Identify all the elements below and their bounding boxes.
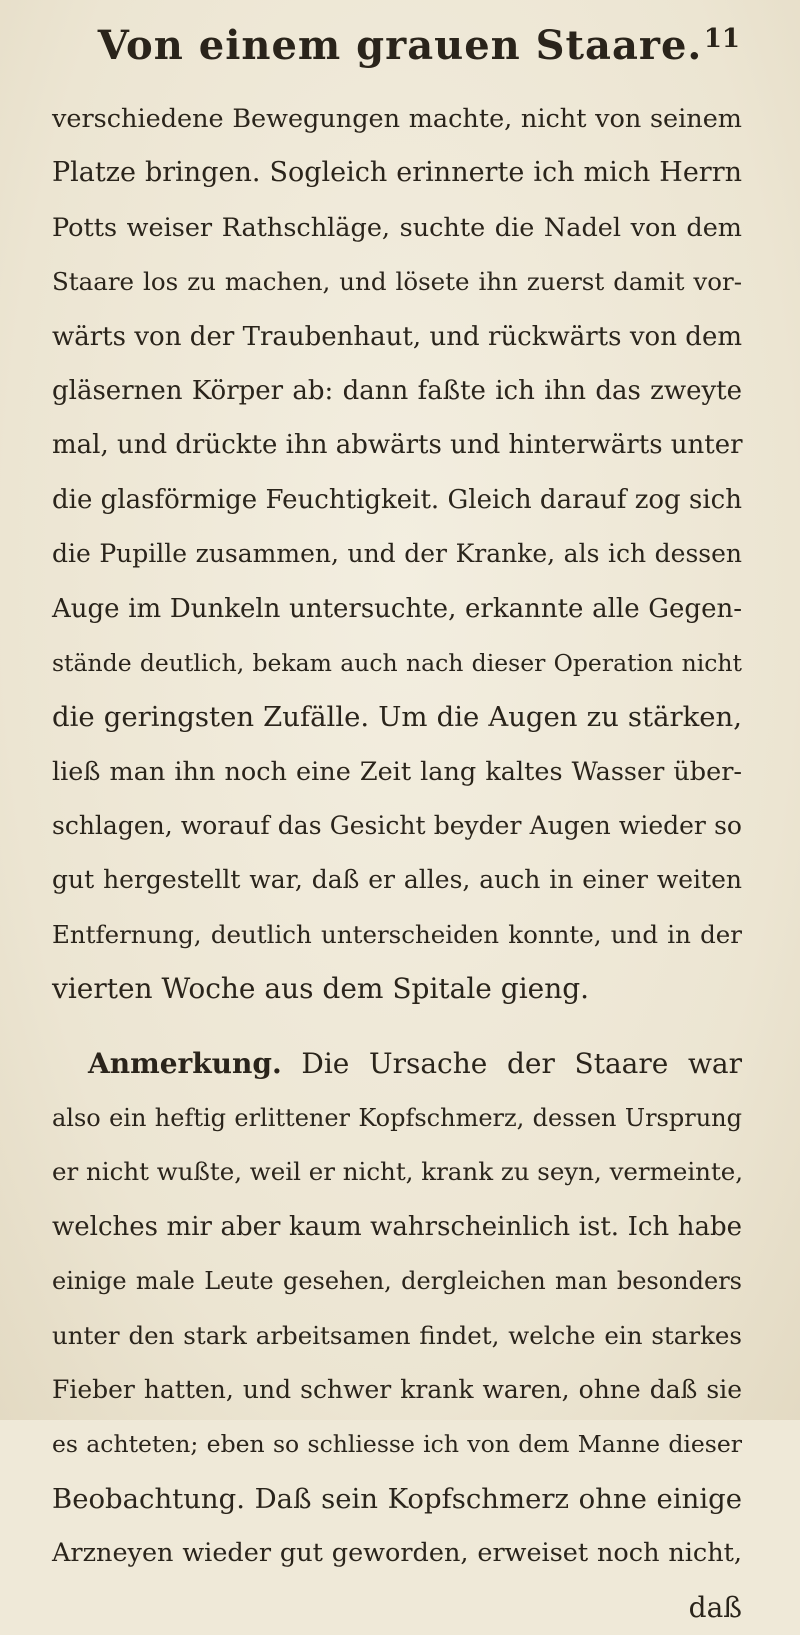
text-line: stände deutlich, bekam auch nach dieser Operation nicht <box>52 648 742 677</box>
text-line: er nicht wußte, weil er nicht, krank zu seyn, vermeinte, <box>52 1157 744 1187</box>
text-line: verschiedene Bewegungen machte, nicht von seinem <box>52 104 742 134</box>
note-first-line <box>52 1037 742 1091</box>
note-heading: Anmerkung. <box>88 1046 282 1080</box>
catchword: daß <box>688 1590 742 1624</box>
text-line: die glasförmige Feuchtigkeit. Gleich darauf zog sich <box>52 484 742 515</box>
text-line: welches mir aber kaum wahrscheinlich ist. Ich habe <box>52 1211 742 1242</box>
text-line: vierten Woche aus dem Spitale gieng. <box>52 972 590 1006</box>
note-first-line-text: Die Ursache der Staare war <box>301 1046 742 1080</box>
text-line: Potts weiser Rathschläge, suchte die Nadel von dem <box>52 212 742 243</box>
running-head: Von einem grauen Staare. <box>97 22 703 69</box>
text-line: Platze bringen. Sogleich erinnerte ich mich Herrn <box>52 157 742 189</box>
paragraph-gap <box>52 1017 742 1037</box>
paragraph-2 <box>52 1037 742 1635</box>
text-line: wärts von der Traubenhaut, und rückwärts von dem <box>52 321 742 352</box>
text-line: gut hergestellt war, daß er alles, auch in einer weiten <box>52 865 742 895</box>
paragraph-1 <box>52 92 742 1017</box>
text-line: die geringsten Zufälle. Um die Augen zu stärken, <box>52 701 742 734</box>
text-line: Entfernung, deutlich unterscheiden konnte, und in der <box>52 919 742 949</box>
text-line: ließ man ihn noch eine Zeit lang kaltes Wasser über- <box>52 756 742 787</box>
text-line: mal, und drückte ihn abwärts und hinterwärts unter <box>52 430 743 461</box>
text-line: Auge im Dunkeln untersuchte, erkannte alle Gegen- <box>52 593 742 624</box>
page-number: 11 <box>703 24 740 54</box>
text-line: Fieber hatten, und schwer krank waren, ohne daß sie <box>52 1374 742 1404</box>
body-text <box>52 92 742 1635</box>
text-line: einige male Leute gesehen, dergleichen man besonders <box>52 1267 742 1296</box>
text-line: also ein heftig erlittener Kopfschmerz, dessen Ursprung <box>52 1104 742 1133</box>
text-line: es achteten; eben so schliesse ich von dem Manne dieser <box>52 1430 742 1459</box>
text-line: Beobachtung. Daß sein Kopfschmerz ohne einige <box>52 1482 742 1515</box>
text-line: schlagen, worauf das Gesicht beyder Augen wieder so <box>52 811 742 841</box>
text-line: unter den stark arbeitsamen findet, welche ein starkes <box>52 1320 742 1350</box>
text-line: Arzneyen wieder gut geworden, erweiset noch nicht, <box>52 1538 742 1569</box>
text-line: gläsernen Körper ab: dann faßte ich ihn das zweyte <box>52 375 742 406</box>
text-line: die Pupille zusammen, und der Kranke, als ich dessen <box>52 539 742 569</box>
page-header <box>60 18 740 78</box>
text-line: Staare los zu machen, und lösete ihn zuerst damit vor- <box>52 267 742 297</box>
